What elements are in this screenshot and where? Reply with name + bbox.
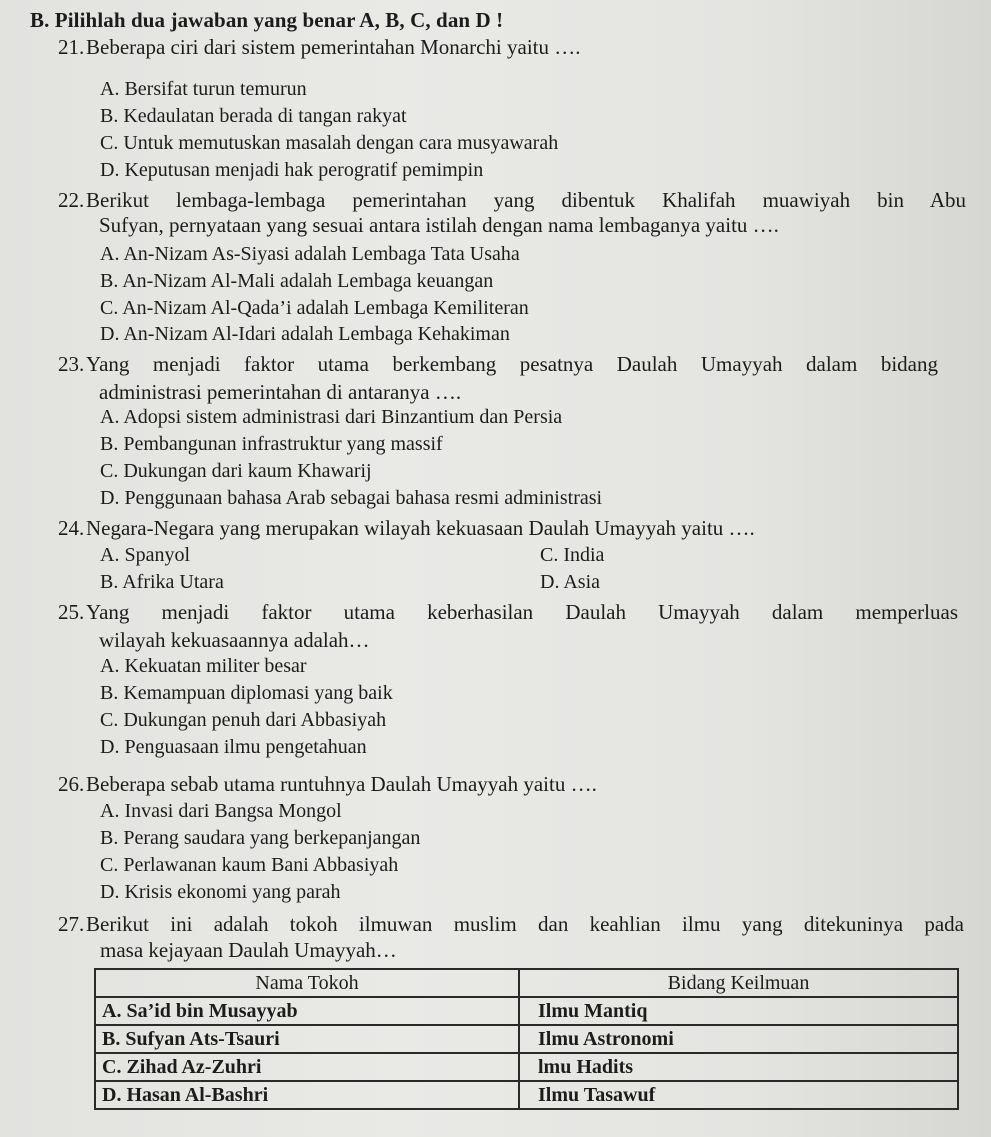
question-23 bbox=[58, 350, 938, 379]
option-d: D. Penggunaan bahasa Arab sebagai bahasa resmi administrasi bbox=[100, 487, 603, 509]
option-d: D. Keputusan menjadi hak perogratif pemimpin bbox=[100, 159, 484, 181]
option-b: B. An-Nizam Al-Mali adalah Lembaga keuangan bbox=[100, 270, 494, 292]
cell-bidang: Ilmu Astronomi bbox=[519, 1025, 958, 1053]
option-d: D. Krisis ekonomi yang parah bbox=[100, 881, 341, 903]
question-text: Beberapa ciri dari sistem pemerintahan Monarchi yaitu …. bbox=[86, 35, 581, 59]
question-26 bbox=[58, 770, 968, 799]
question-number: 21. bbox=[58, 35, 85, 59]
cell-nama: C. Zihad Az-Zuhri bbox=[95, 1053, 519, 1081]
cell-bidang: Ilmu Tasawuf bbox=[519, 1081, 958, 1109]
question-21 bbox=[58, 33, 968, 62]
option-c: C. India bbox=[540, 544, 605, 566]
option-c: C. Dukungan dari kaum Khawarij bbox=[100, 460, 372, 482]
section-heading: B. Pilihlah dua jawaban yang benar A, B, C, dan D ! bbox=[30, 8, 504, 32]
scholar-table bbox=[94, 968, 959, 1110]
table-row bbox=[95, 1081, 958, 1109]
option-a: A. Kekuatan militer besar bbox=[100, 655, 307, 677]
question-22 bbox=[58, 186, 966, 215]
option-b: B. Perang saudara yang berkepanjangan bbox=[100, 827, 421, 849]
cell-nama: A. Sa’id bin Musayyab bbox=[95, 997, 519, 1025]
option-c: C. Dukungan penuh dari Abbasiyah bbox=[100, 709, 387, 731]
question-text-line-2: masa kejayaan Daulah Umayyah… bbox=[100, 938, 397, 962]
header-nama-tokoh: Nama Tokoh bbox=[95, 969, 519, 997]
option-c: C. Untuk memutuskan masalah dengan cara musyawarah bbox=[100, 132, 559, 154]
option-b: B. Pembangunan infrastruktur yang massif bbox=[100, 433, 443, 455]
table-row bbox=[95, 997, 958, 1025]
question-text-line-1: Berikut ini adalah tokoh ilmuwan muslim dan keahlian ilmu yang ditekuninya pada bbox=[86, 912, 964, 936]
question-text-line-2: wilayah kekuasaannya adalah… bbox=[99, 628, 370, 652]
question-number: 25. bbox=[58, 600, 85, 624]
cell-nama: B. Sufyan Ats-Tsauri bbox=[95, 1025, 519, 1053]
cell-bidang: lmu Hadits bbox=[519, 1053, 958, 1081]
table-header-row bbox=[95, 969, 958, 997]
cell-bidang: Ilmu Mantiq bbox=[519, 997, 958, 1025]
option-a: A. Bersifat turun temurun bbox=[100, 78, 307, 100]
question-24 bbox=[58, 514, 968, 543]
option-c: C. An-Nizam Al-Qada’i adalah Lembaga Kemiliteran bbox=[100, 297, 529, 319]
question-25 bbox=[58, 598, 958, 627]
question-text: Negara-Negara yang merupakan wilayah kekuasaan Daulah Umayyah yaitu …. bbox=[86, 516, 755, 540]
question-number: 22. bbox=[58, 188, 85, 212]
question-text-line-1: Yang menjadi faktor utama berkembang pesatnya Daulah Umayyah dalam bidang bbox=[86, 352, 938, 376]
question-number: 24. bbox=[58, 516, 85, 540]
option-a: A. Invasi dari Bangsa Mongol bbox=[100, 800, 342, 822]
question-text: Beberapa sebab utama runtuhnya Daulah Umayyah yaitu …. bbox=[86, 772, 597, 796]
option-d: D. Penguasaan ilmu pengetahuan bbox=[100, 736, 367, 758]
option-d: D. Asia bbox=[540, 571, 600, 593]
option-a: A. Adopsi sistem administrasi dari Binzantium dan Persia bbox=[100, 406, 563, 428]
option-a: A. An-Nizam As-Siyasi adalah Lembaga Tata Usaha bbox=[100, 243, 520, 265]
question-number: 26. bbox=[58, 772, 85, 796]
question-number: 23. bbox=[58, 352, 85, 376]
table-row bbox=[95, 1025, 958, 1053]
option-b: B. Afrika Utara bbox=[100, 571, 224, 593]
question-number: 27. bbox=[58, 912, 85, 936]
header-bidang-keilmuan: Bidang Keilmuan bbox=[519, 969, 958, 997]
option-a: A. Spanyol bbox=[100, 544, 190, 566]
option-c: C. Perlawanan kaum Bani Abbasiyah bbox=[100, 854, 399, 876]
question-text-line-1: Berikut lembaga-lembaga pemerintahan yang dibentuk Khalifah muawiyah bin Abu bbox=[86, 188, 966, 212]
option-b: B. Kedaulatan berada di tangan rakyat bbox=[100, 105, 407, 127]
question-27 bbox=[58, 910, 964, 939]
option-b: B. Kemampuan diplomasi yang baik bbox=[100, 682, 393, 704]
option-d: D. An-Nizam Al-Idari adalah Lembaga Kehakiman bbox=[100, 323, 510, 345]
cell-nama: D. Hasan Al-Bashri bbox=[95, 1081, 519, 1109]
question-text-line-1: Yang menjadi faktor utama keberhasilan Daulah Umayyah dalam memperluas bbox=[86, 600, 958, 624]
question-text-line-2: administrasi pemerintahan di antaranya …. bbox=[99, 380, 462, 404]
question-text-line-2: Sufyan, pernyataan yang sesuai antara istilah dengan nama lembaganya yaitu …. bbox=[99, 213, 779, 237]
table-row bbox=[95, 1053, 958, 1081]
